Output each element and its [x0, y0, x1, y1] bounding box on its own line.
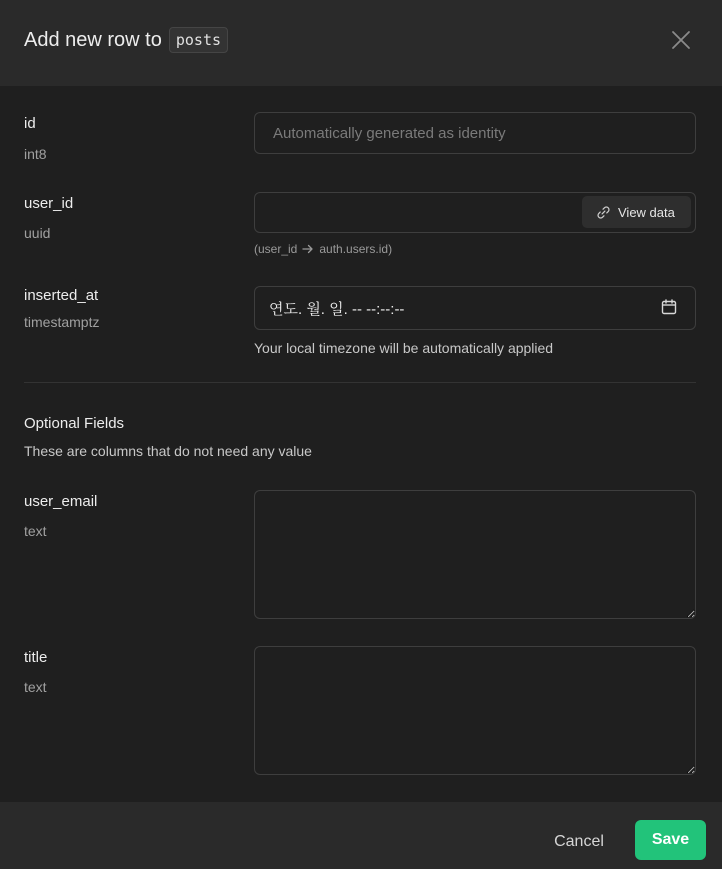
cancel-button[interactable]: Cancel	[541, 822, 617, 862]
arrow-right-icon	[302, 244, 314, 254]
link-icon	[596, 205, 611, 220]
view-data-label: View data	[618, 204, 675, 220]
table-name-badge: posts	[169, 27, 228, 53]
field-type-user-email: text	[24, 523, 47, 539]
field-label-user-email: user_email	[24, 493, 98, 510]
dialog-body	[0, 86, 722, 802]
field-type-title: text	[24, 679, 47, 695]
fk-target: auth.users.id)	[319, 242, 393, 256]
id-input[interactable]	[254, 112, 696, 154]
datetime-display-value: 연도. 월. 일. -- --:--:--	[269, 301, 405, 318]
dialog-title	[24, 27, 228, 53]
timezone-help-text: Your local timezone will be automatically applied	[254, 340, 554, 356]
section-divider	[24, 382, 696, 383]
dialog-footer	[0, 802, 722, 869]
dialog-header	[0, 0, 722, 86]
dialog-title-text: Add new row to	[24, 28, 162, 51]
close-icon[interactable]	[669, 28, 693, 52]
field-type-inserted-at: timestamptz	[24, 314, 100, 330]
optional-fields-description: These are columns that do not need any value	[24, 443, 312, 459]
title-textarea[interactable]	[254, 646, 696, 775]
optional-fields-title: Optional Fields	[24, 415, 125, 432]
field-label-user-id: user_id	[24, 195, 74, 212]
fk-source: (user_id	[254, 242, 298, 256]
field-label-inserted-at: inserted_at	[24, 287, 99, 304]
field-label-title: title	[24, 649, 48, 666]
view-data-button[interactable]	[582, 196, 691, 228]
save-button[interactable]: Save	[635, 820, 706, 860]
field-type-user-id: uuid	[24, 225, 51, 241]
field-label-id: id	[24, 115, 36, 132]
field-type-id: int8	[24, 146, 47, 162]
user-email-textarea[interactable]	[254, 490, 696, 619]
foreign-key-hint	[254, 242, 392, 256]
calendar-icon[interactable]	[661, 299, 677, 315]
